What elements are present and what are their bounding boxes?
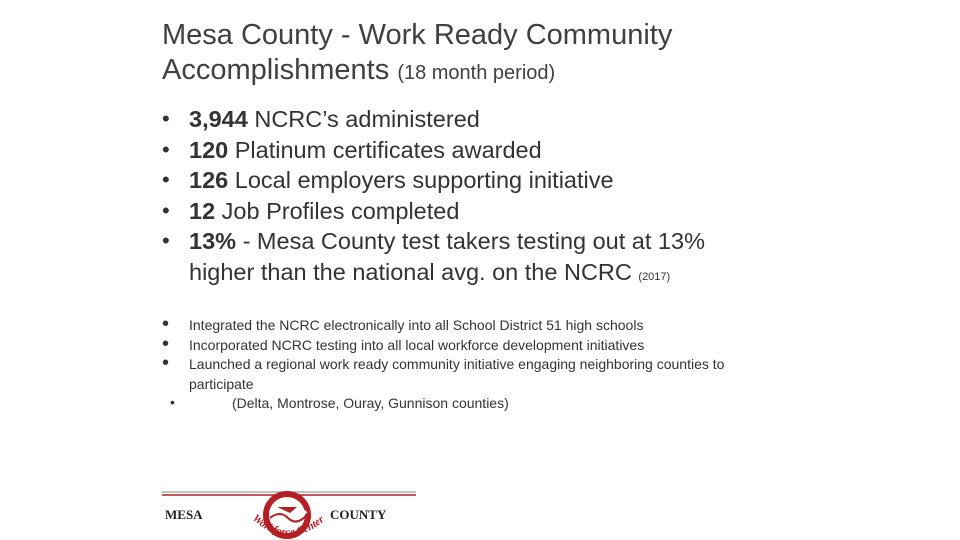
logo-right-word: COUNTY (330, 507, 387, 522)
bullet-icon: • (162, 352, 170, 375)
list-item (162, 394, 782, 414)
list-item (162, 226, 802, 292)
initiative-text: Incorporated NCRC testing into all local workforce development initiatives (189, 336, 645, 353)
list-item (162, 352, 782, 394)
bullet-icon: • (162, 167, 170, 192)
initiatives-list (162, 313, 782, 414)
stat-text: - Mesa County test takers testing out at 13% (236, 228, 705, 254)
stat-text: NCRC’s administered (247, 106, 480, 132)
logo-emblem-icon (162, 489, 416, 540)
slide-title (162, 18, 882, 91)
initiative-text: Launched a regional work ready community initiative engaging neighboring counties to participate (189, 356, 725, 392)
bullet-icon: • (162, 313, 170, 335)
title-subtitle: (18 month period) (397, 62, 556, 84)
initiative-text: (Delta, Montrose, Ouray, Gunnison counties) (232, 395, 509, 412)
bullet-icon: • (162, 332, 170, 355)
list-item (162, 135, 802, 166)
stat-year-note: (2017) (638, 270, 671, 283)
bullet-icon: • (162, 228, 170, 253)
stat-value: 12 (189, 197, 216, 224)
title-line-1: Mesa County - Work Ready Community (162, 19, 673, 51)
workforce-center-logo (162, 489, 416, 540)
stat-value: 126 (189, 167, 229, 193)
list-item (162, 313, 782, 336)
logo-arc-text: Workforce Center (250, 512, 327, 539)
title-line-2 (162, 53, 882, 91)
stat-value: 3,944 (189, 106, 248, 132)
stat-continuation: higher than the national avg. on the NCRC (189, 258, 632, 285)
list-item (162, 165, 802, 196)
title-line-2-text: Accomplishments (162, 54, 390, 86)
accomplishments-list (162, 104, 802, 292)
stat-text: Local employers supporting initiative (228, 167, 614, 193)
stat-value: 13% (189, 228, 237, 254)
bullet-icon: • (170, 394, 175, 411)
stat-text: Job Profiles completed (215, 197, 460, 224)
stat-value: 120 (189, 136, 229, 163)
bullet-icon: • (162, 136, 170, 162)
stat-text: Platinum certificates awarded (228, 136, 542, 163)
bullet-icon: • (162, 106, 170, 131)
bullet-icon: • (162, 197, 170, 223)
list-item (162, 104, 802, 135)
list-item (162, 332, 782, 356)
logo-left-word: MESA (165, 507, 203, 522)
initiative-text: Integrated the NCRC electronically into all School District 51 high schools (189, 317, 644, 333)
list-item (162, 196, 802, 227)
svg-text:Workforce Center (250, 512, 327, 538)
